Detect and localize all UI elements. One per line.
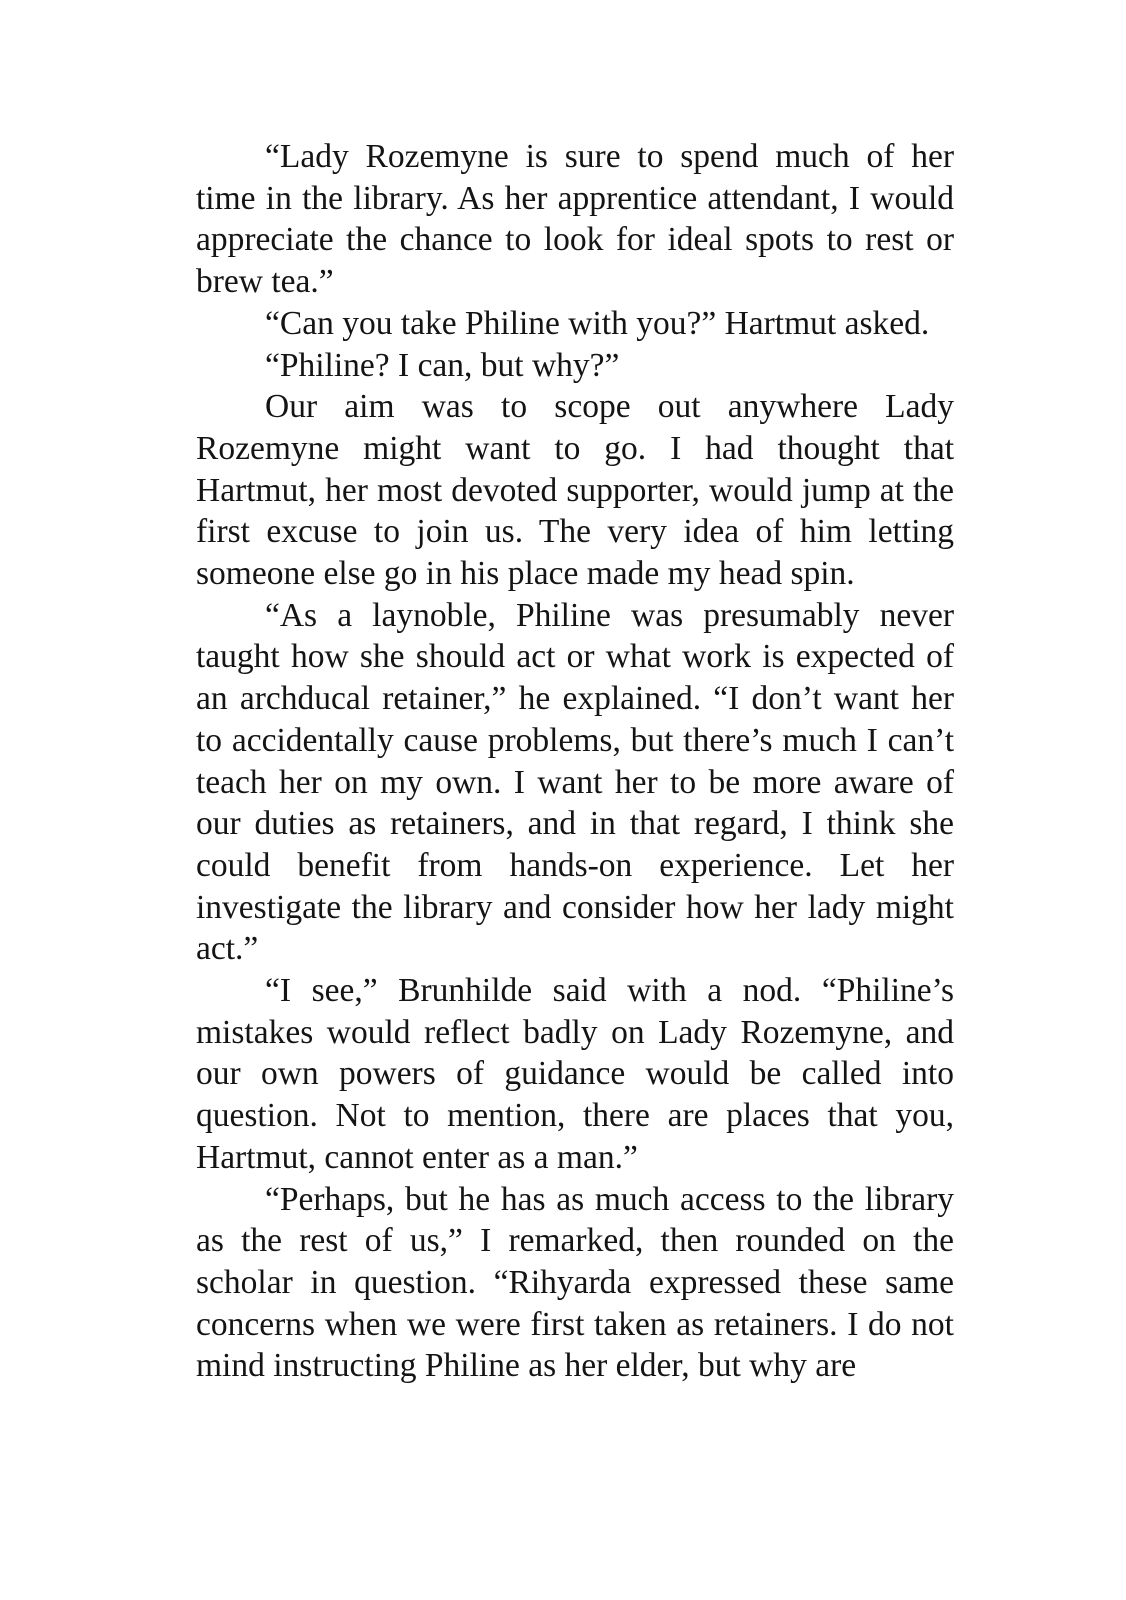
paragraph: Our aim was to scope out anywhere Lady Rozemyne might want to go. I had thought that Hartmut, her most devoted supporter, would jump at the first excuse to join us. The very idea of him letting someone else go in his place made my head spin. bbox=[196, 388, 954, 593]
paragraph: “Perhaps, but he has as much access to the library as the rest of us,” I remarked, then rounded on the scholar in question. “Rihyarda expressed these same concerns when we were first taken as retainers. I do not mind instructing Philine as her elder, but why are bbox=[196, 1180, 954, 1385]
page-body-text bbox=[196, 136, 954, 1387]
paragraph: “Philine? I can, but why?” bbox=[265, 346, 620, 384]
paragraph: “Lady Rozemyne is sure to spend much of her time in the library. As her apprentice attendant, I would appreciate the chance to look for ideal spots to rest or brew tea.” bbox=[196, 138, 954, 301]
paragraph: “Can you take Philine with you?” Hartmut asked. bbox=[265, 304, 930, 342]
paragraph: “I see,” Brunhilde said with a nod. “Philine’s mistakes would reflect badly on Lady Rozemyne, and our own powers of guidance would be called into question. Not to mention, there are places that you, Hartmut, cannot enter as a man.” bbox=[196, 972, 954, 1176]
paragraph: “As a laynoble, Philine was presumably never taught how she should act or what work is expected of an archducal retainer,” he explained. “I don’t want her to accidentally cause problems, but there’s much I can’t teach her on my own. I want her to be more aware of our duties as retainers, and in that regard, I think she could benefit from hands-on experience. Let her investigate the library and consider how her lady might act.” bbox=[196, 596, 954, 968]
